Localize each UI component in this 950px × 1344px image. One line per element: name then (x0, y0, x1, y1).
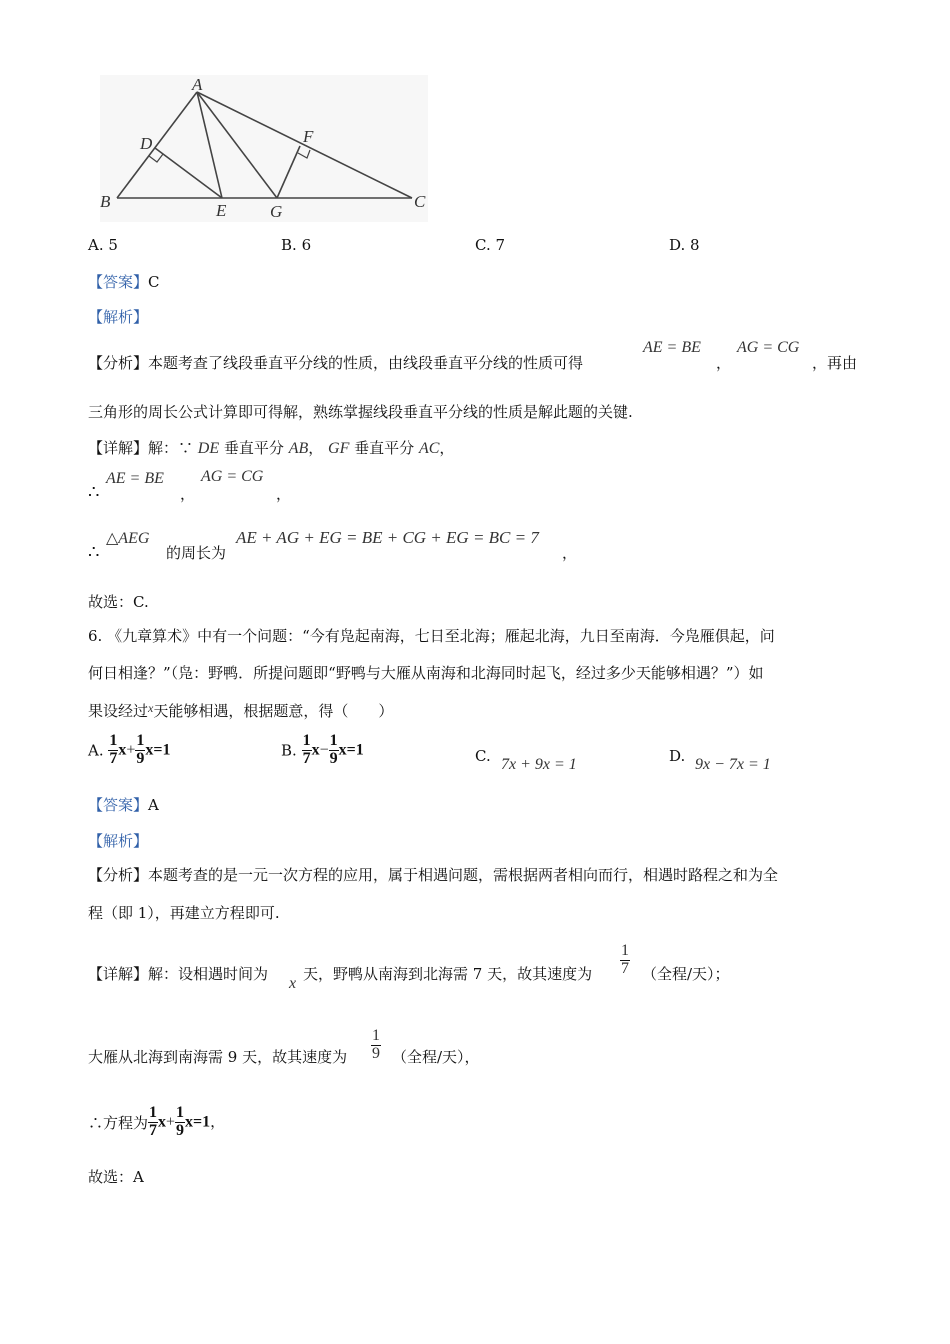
q6-detail-line1-b: 天，野鸭从南海到北海需 7 天，故其速度为 (303, 965, 593, 983)
q5-fenxi-prefix: 【分析】本题考查了线段垂直平分线的性质，由线段垂直平分线的性质可得 (88, 354, 584, 372)
q6-equation-line: ∴方程为 $\frac{1}{7}$ x+ $\frac{1}{9}$ x=1， (88, 1104, 226, 1139)
q6-detail-x: x (289, 975, 297, 992)
q5-fenxi-suffix: ，再由 (812, 354, 858, 372)
q5-option-b: B. 6 (281, 236, 312, 254)
q5-perimeter-text: 的周长为 (166, 544, 227, 562)
q5-choose: 故选：C. (88, 593, 149, 611)
label-g: G (270, 202, 283, 221)
q6-detail-line1-a: 【详解】解：设相遇时间为 (88, 965, 269, 983)
segment-gf (277, 146, 300, 198)
triangle-figure (0, 0, 950, 240)
q6-detail-line2-a: 大雁从北海到南海需 9 天，故其速度为 (88, 1048, 348, 1066)
q5-detail-comma1: ， (180, 485, 196, 503)
q5-detail-ae-be: AE = BE (106, 470, 164, 487)
q6-option-b: B. $\frac{1}{7}$ x− $\frac{1}{9}$ x=1 (281, 732, 364, 767)
label-f: F (303, 127, 314, 146)
q5-option-a: A. 5 (88, 236, 118, 254)
q6-answer: 【答案】A (88, 796, 159, 814)
right-angle-d (149, 154, 163, 162)
q6-detail-line1-c: （全程/天）； (642, 965, 730, 983)
q5-option-c: C. 7 (475, 236, 506, 254)
label-c: C (414, 192, 426, 211)
q5-comma: ， (716, 354, 732, 372)
q6-option-c-letter: C. (475, 747, 491, 765)
label-d: D (140, 134, 153, 153)
q6-option-d-expr: 9x − 7x = 1 (695, 756, 771, 773)
label-b: B (100, 192, 111, 211)
q5-triangle-aeg: △AEG (106, 530, 150, 547)
q6-choose: 故选：A (88, 1168, 144, 1186)
q6-option-c-expr: 7x + 9x = 1 (501, 756, 577, 773)
q5-option-d: D. 8 (669, 236, 700, 254)
segment-ab (117, 92, 197, 198)
q6-fenxi-line2: 程（即 1），再建立方程即可. (88, 904, 280, 922)
q5-analysis-tag: 【解析】 (88, 308, 149, 326)
right-angle-f (298, 150, 310, 158)
q5-perimeter-eq: AE + AG + EG = BE + CG + EG = BC = 7 (236, 528, 539, 547)
q6-stem-line2: 何日相逢？”（凫：野鸭．所提问题即“野鸭与大雁从南海和北海同时起飞，经过多少天能够相遇？”）如 (88, 664, 764, 682)
q5-answer: 【答案】C (88, 273, 160, 291)
label-e: E (216, 201, 227, 220)
q6-option-a: A. $\frac{1}{7}$ x+ $\frac{1}{9}$ x=1 (88, 732, 171, 767)
q5-detail-comma2: ， (276, 485, 292, 503)
label-a: A (192, 75, 203, 94)
q5-therefore-1: ∴ (88, 482, 100, 503)
q6-fenxi-line1: 【分析】本题考查的是一元一次方程的应用，属于相遇问题，需根据两者相向而行，相遇时路程之和为全 (88, 866, 779, 884)
q6-detail-frac-1-9: $\frac{1}{9}$ (372, 1027, 380, 1062)
q5-perimeter-comma: ， (562, 544, 578, 562)
q5-detail-line1: 【详解】解：∵ DE 垂直平分 AB， GF 垂直平分 AC， (88, 439, 455, 457)
q6-stem-line1: 6. 《九章算术》中有一个问题：“今有凫起南海，七日至北海；雁起北海，九日至南海．今凫雁俱起，问 (88, 627, 775, 645)
q6-option-d-letter: D. (669, 747, 686, 765)
q6-stem-line3: 果设经过$^x$天能够相遇，根据题意，得（ ） (88, 701, 394, 720)
q6-analysis-tag: 【解析】 (88, 832, 149, 850)
q5-fenxi-line2: 三角形的周长公式计算即可得解，熟练掌握线段垂直平分线的性质是解此题的关键. (88, 403, 633, 421)
q5-detail-ag-cg: AG = CG (201, 468, 264, 485)
q6-detail-line2-c: （全程/天）， (392, 1048, 480, 1066)
q5-eq-ag-cg: AG = CG (737, 339, 800, 356)
q5-therefore-2: ∴ (88, 542, 100, 563)
q6-detail-frac-1-7: $\frac{1}{7}$ (621, 942, 629, 977)
q5-eq-ae-be: AE = BE (643, 339, 701, 356)
